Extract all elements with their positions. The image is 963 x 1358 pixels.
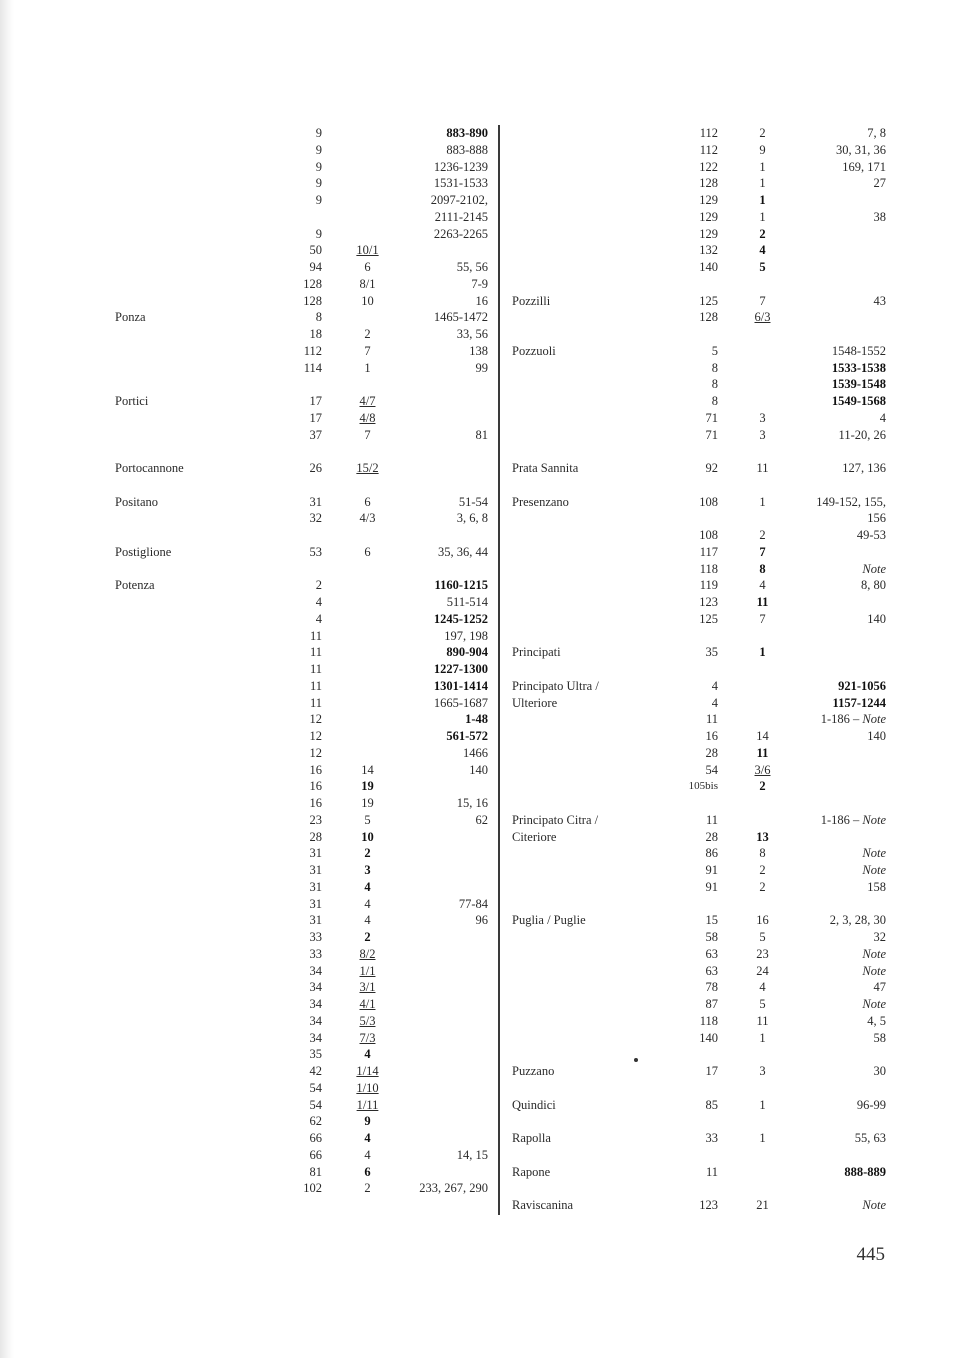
volume-number: 114: [303, 360, 322, 375]
place-name: Portocannone: [115, 461, 184, 475]
fascicle-number: 1: [759, 645, 766, 660]
volume-number: 28: [309, 829, 322, 844]
fascicle-number: 21: [756, 1198, 769, 1212]
fascicle-number: 8/2: [359, 946, 376, 961]
place-name: Citeriore: [512, 829, 557, 844]
fascicle-number: 1: [759, 176, 766, 191]
page-reference: 77-84: [458, 896, 488, 911]
page-reference: 1245-1252: [433, 611, 488, 626]
fascicle-number: 6/3: [754, 310, 771, 325]
volume-number: 11: [705, 1164, 718, 1179]
fascicle-number: 1: [759, 209, 766, 224]
fascicle-number: 3: [759, 427, 766, 442]
place-name: Pozzilli: [512, 293, 551, 308]
page-reference: 96-99: [856, 1097, 886, 1112]
page-reference: 233, 267, 290: [419, 1181, 488, 1196]
fascicle-number: 2: [759, 126, 766, 140]
volume-number: 15: [705, 913, 718, 928]
volume-number: 2: [315, 578, 322, 593]
page-reference: 33, 56: [456, 327, 488, 341]
fascicle-number: 2: [364, 327, 371, 341]
page-reference: 1548-1552: [831, 343, 886, 358]
volume-number: 35: [705, 645, 718, 660]
fascicle-number: 4: [364, 879, 371, 894]
volume-number: 63: [705, 946, 718, 961]
page-reference: 2111-2145: [434, 209, 488, 224]
fascicle-number: 11: [756, 461, 769, 475]
place-name: Principato Citra /: [512, 812, 599, 827]
fascicle-number: 4/8: [359, 410, 376, 425]
fascicle-number: 4: [364, 1047, 371, 1062]
volume-number: 108: [699, 528, 718, 542]
volume-number: 85: [705, 1097, 718, 1112]
place-name: Puglia / Puglie: [512, 913, 586, 928]
volume-number: 132: [699, 243, 718, 258]
volume-number: 16: [705, 729, 718, 743]
volume-number: 129: [699, 226, 718, 241]
volume-number: 34: [309, 997, 322, 1011]
volume-number: 9: [315, 176, 322, 191]
fascicle-number: 2: [364, 930, 371, 944]
volume-number: 125: [699, 611, 718, 626]
place-name: Pozzuoli: [512, 343, 556, 358]
place-name: Ponza: [115, 310, 146, 325]
volume-number: 11: [309, 645, 322, 660]
fascicle-number: 3/6: [754, 762, 771, 777]
volume-number: 92: [705, 461, 718, 475]
volume-number: 34: [309, 963, 322, 978]
volume-number: 9: [315, 226, 322, 241]
fascicle-number: 8: [759, 846, 766, 861]
page-reference: 921-1056: [838, 678, 886, 693]
volume-number: 12: [309, 729, 322, 743]
volume-number: 31: [309, 913, 322, 928]
volume-number: 42: [309, 1064, 322, 1078]
fascicle-number: 2: [364, 1181, 371, 1196]
page-reference: 1531-1533: [433, 176, 488, 191]
fascicle-number: 24: [756, 963, 769, 978]
place-name: Puzzano: [512, 1064, 555, 1078]
fascicle-number: 4/7: [359, 394, 376, 408]
volume-number: 11: [705, 812, 718, 827]
volume-number: 11: [309, 695, 322, 710]
volume-number: 108: [699, 494, 718, 509]
page-reference: 1236-1239: [433, 159, 488, 174]
fascicle-number: 1/10: [356, 1080, 379, 1095]
volume-number: 9: [315, 126, 322, 140]
page-reference: 99: [475, 360, 488, 375]
volume-number: 16: [309, 762, 322, 777]
page-reference: 32: [873, 930, 886, 944]
volume-number: 118: [699, 561, 718, 576]
page-reference: 140: [867, 611, 886, 626]
volume-number: 118: [699, 1013, 718, 1028]
fascicle-number: 2: [364, 846, 371, 861]
place-name: Postiglione: [115, 544, 172, 559]
column-divider: [498, 125, 500, 1215]
page-reference: 1-48: [465, 712, 488, 727]
fascicle-number: 4: [759, 980, 766, 995]
volume-number: 102: [303, 1181, 322, 1196]
page-reference: 127, 136: [842, 461, 886, 475]
fascicle-number: 5: [364, 812, 371, 827]
volume-number: 119: [699, 578, 718, 593]
page-reference: 43: [873, 293, 886, 308]
page-reference: 1-186 – Note: [820, 812, 886, 827]
volume-number: 33: [309, 930, 322, 944]
volume-number: 4: [315, 611, 322, 626]
volume-number: 31: [309, 863, 322, 877]
fascicle-number: 10: [361, 293, 374, 308]
volume-number: 32: [309, 511, 322, 526]
page-reference: 35, 36, 44: [438, 544, 488, 559]
volume-number: 9: [315, 159, 322, 174]
volume-number: 9: [315, 142, 322, 157]
volume-number: 8: [711, 394, 718, 408]
volume-number: 112: [699, 126, 718, 140]
fascicle-number: 8: [759, 561, 766, 576]
volume-number: 54: [309, 1080, 322, 1095]
page-reference: 8, 80: [861, 578, 886, 593]
fascicle-number: 11: [756, 745, 769, 760]
volume-number: 58: [705, 930, 718, 944]
page-reference: 16: [475, 293, 488, 308]
fascicle-number: 1: [759, 494, 766, 509]
page-reference: 3, 6, 8: [456, 511, 488, 526]
place-name: Positano: [115, 494, 159, 509]
volume-number: 33: [309, 946, 322, 961]
place-name: Rapone: [512, 1164, 551, 1179]
fascicle-number: 23: [756, 946, 769, 961]
place-name: Presenzano: [512, 494, 569, 509]
fascicle-number: 1: [759, 1030, 766, 1045]
page-reference: 55, 63: [854, 1131, 886, 1145]
fascicle-number: 5: [759, 930, 766, 944]
fascicle-number: 14: [361, 762, 374, 777]
fascicle-number: 19: [361, 779, 374, 794]
page-reference: 55, 56: [456, 260, 488, 274]
volume-number: 18: [309, 327, 322, 341]
volume-number: 5: [711, 343, 718, 358]
volume-number: 37: [309, 427, 322, 442]
page-reference: 1465-1472: [433, 310, 488, 325]
volume-number: 112: [699, 142, 718, 157]
page-reference: 81: [475, 427, 488, 442]
place-name: Prata Sannita: [512, 461, 579, 475]
volume-number: 112: [303, 343, 322, 358]
fascicle-number: 1: [364, 360, 371, 375]
page-reference: 1301-1414: [433, 678, 488, 693]
page-number: 445: [856, 1244, 885, 1265]
page-reference: 158: [867, 879, 886, 894]
volume-number: 31: [309, 879, 322, 894]
volume-number: 86: [705, 846, 718, 861]
page-reference: 1157-1244: [832, 695, 886, 710]
volume-number: 17: [309, 394, 322, 408]
fascicle-number: 6: [364, 260, 371, 274]
fascicle-number: 11: [756, 595, 769, 609]
volume-number: 4: [315, 595, 322, 609]
page-reference: 561-572: [446, 729, 488, 743]
fascicle-number: 7/3: [359, 1030, 376, 1045]
fascicle-number: 10: [361, 829, 374, 844]
volume-number: 8: [711, 377, 718, 392]
volume-number: 129: [699, 209, 718, 224]
fascicle-number: 3: [364, 863, 371, 877]
volume-number: 53: [309, 544, 322, 559]
volume-number: 17: [705, 1064, 718, 1078]
fascicle-number: 4/1: [359, 997, 376, 1011]
fascicle-number: 6: [364, 494, 371, 509]
page-reference: Note: [862, 561, 886, 576]
volume-number: 17: [309, 410, 322, 425]
page-reference: 511-514: [446, 595, 488, 609]
volume-number: 87: [705, 997, 718, 1011]
page-reference: 58: [873, 1030, 886, 1045]
fascicle-number: 7: [364, 427, 371, 442]
volume-number: 62: [309, 1114, 322, 1129]
page-reference: 7, 8: [867, 126, 886, 140]
page-reference: Note: [862, 946, 886, 961]
page-reference: 140: [867, 729, 886, 743]
page-reference: Note: [862, 863, 886, 877]
fascicle-number: 14: [756, 729, 769, 743]
fascicle-number: 5/3: [359, 1013, 376, 1028]
volume-number: 12: [309, 712, 322, 727]
page-reference: 888-889: [844, 1164, 886, 1179]
page-reference: 49-53: [856, 528, 886, 542]
volume-number: 11: [309, 678, 322, 693]
page-reference: 1227-1300: [433, 662, 488, 676]
page-reference: 2, 3, 28, 30: [829, 913, 886, 928]
page-reference: 2097-2102,: [430, 193, 488, 207]
volume-number: 34: [309, 1030, 322, 1045]
volume-number: 140: [699, 260, 718, 274]
page-reference: 96: [475, 913, 488, 928]
volume-number: 8: [315, 310, 322, 325]
fascicle-number: 8/1: [359, 276, 376, 291]
place-name: Principati: [512, 645, 561, 660]
volume-number: 31: [309, 896, 322, 911]
volume-number: 26: [309, 461, 322, 475]
page-reference: 7-9: [471, 276, 488, 291]
place-name: Potenza: [115, 578, 155, 593]
volume-number: 16: [309, 796, 322, 810]
volume-number: 35: [309, 1047, 322, 1062]
volume-number: 4: [711, 695, 718, 710]
page-reference: 1466: [463, 745, 488, 760]
page-reference: 197, 198: [444, 628, 488, 643]
fascicle-number: 4: [759, 243, 766, 258]
volume-number: 129: [699, 193, 718, 207]
fascicle-number: 2: [759, 863, 766, 877]
volume-number: 128: [303, 276, 322, 291]
page-reference: 149-152, 155,: [816, 494, 886, 509]
fascicle-number: 2: [759, 779, 766, 794]
page-reference: Note: [862, 963, 886, 978]
page-reference: 890-904: [446, 645, 488, 660]
volume-number: 91: [705, 879, 718, 894]
page-reference: Note: [862, 846, 886, 861]
page-reference: 30: [873, 1064, 886, 1078]
volume-number: 63: [705, 963, 718, 978]
volume-number: 34: [309, 980, 322, 995]
volume-number: 11: [309, 662, 322, 676]
fascicle-number: 19: [361, 796, 374, 810]
volume-number: 105bis: [688, 780, 718, 793]
volume-number: 23: [309, 812, 322, 827]
fascicle-number: 5: [759, 997, 766, 1011]
fascicle-number: 4/3: [359, 511, 376, 526]
fascicle-number: 2: [759, 226, 766, 241]
volume-number: 28: [705, 745, 718, 760]
page-reference: 11-20, 26: [838, 427, 886, 442]
volume-number: 66: [309, 1147, 322, 1162]
volume-number: 78: [705, 980, 718, 995]
page-reference: 51-54: [458, 494, 488, 509]
volume-number: 123: [699, 595, 718, 609]
volume-number: 54: [705, 762, 718, 777]
fascicle-number: 4: [364, 913, 371, 928]
fascicle-number: 4: [364, 1131, 371, 1145]
fascicle-number: 1: [759, 1131, 766, 1145]
place-name: Portici: [115, 394, 149, 408]
fascicle-number: 9: [364, 1114, 371, 1129]
fascicle-number: 15/2: [356, 461, 379, 475]
volume-number: 31: [309, 494, 322, 509]
fascicle-number: 6: [364, 544, 371, 559]
fascicle-number: 9: [759, 142, 766, 157]
fascicle-number: 7: [759, 293, 766, 308]
fascicle-number: 3: [759, 410, 766, 425]
page-reference: 15, 16: [456, 796, 488, 810]
page-reference: 62: [475, 812, 488, 827]
volume-number: 91: [705, 863, 718, 877]
fascicle-number: 2: [759, 528, 766, 542]
volume-number: 11: [309, 628, 322, 643]
volume-number: 117: [699, 544, 718, 559]
fascicle-number: 3: [759, 1064, 766, 1078]
volume-number: 4: [711, 678, 718, 693]
volume-number: 122: [699, 159, 718, 174]
volume-number: 16: [309, 779, 322, 794]
page-reference: 140: [469, 762, 488, 777]
page-reference: 38: [873, 209, 886, 224]
volume-number: 71: [705, 427, 718, 442]
page-reference: 169, 171: [842, 159, 886, 174]
page-reference: 1533-1538: [831, 360, 886, 375]
volume-number: 66: [309, 1131, 322, 1145]
fascicle-number: 16: [756, 913, 769, 928]
volume-number: 54: [309, 1097, 322, 1112]
page-reference: 156: [867, 511, 886, 526]
volume-number: 28: [705, 829, 718, 844]
fascicle-number: 5: [759, 260, 766, 274]
page-reference: Note: [862, 997, 886, 1011]
page-reference: 1-186 – Note: [820, 712, 886, 727]
page-reference: 4, 5: [867, 1013, 886, 1028]
volume-number: 123: [699, 1198, 718, 1212]
place-name: Ulteriore: [512, 695, 558, 710]
page-reference: 4: [879, 410, 886, 425]
fascicle-number: 1: [759, 159, 766, 174]
volume-number: 31: [309, 846, 322, 861]
page-reference: 1665-1687: [433, 695, 488, 710]
volume-number: 128: [699, 310, 718, 325]
volume-number: 128: [699, 176, 718, 191]
place-name: Quindici: [512, 1097, 556, 1112]
page-reference: 883-890: [446, 126, 488, 140]
fascicle-number: 1/14: [356, 1064, 379, 1078]
volume-number: 33: [705, 1131, 718, 1145]
scan-edge: [0, 0, 14, 1358]
fascicle-number: 10/1: [356, 243, 379, 258]
fascicle-number: 6: [364, 1164, 371, 1179]
volume-number: 94: [309, 260, 322, 274]
page-reference: 2263-2265: [433, 226, 488, 241]
page-reference: 1539-1548: [831, 377, 886, 392]
page-reference: 1549-1568: [831, 394, 886, 408]
volume-number: 12: [309, 745, 322, 760]
fascicle-number: 7: [759, 611, 766, 626]
volume-number: 50: [309, 243, 322, 258]
page-reference: Note: [862, 1198, 886, 1212]
page-reference: 47: [873, 980, 886, 995]
volume-number: 34: [309, 1013, 322, 1028]
fascicle-number: 4: [364, 1147, 371, 1162]
fascicle-number: 1: [759, 1097, 766, 1112]
place-name: Principato Ultra /: [512, 678, 599, 693]
page-reference: 138: [469, 343, 488, 358]
volume-number: 71: [705, 410, 718, 425]
place-name: Rapolla: [512, 1131, 551, 1145]
volume-number: 11: [705, 712, 718, 727]
fascicle-number: 1/1: [359, 963, 376, 978]
fascicle-number: 3/1: [359, 980, 376, 995]
volume-number: 140: [699, 1030, 718, 1045]
fascicle-number: 7: [364, 343, 371, 358]
volume-number: 8: [711, 360, 718, 375]
page-reference: 30, 31, 36: [836, 142, 886, 157]
fascicle-number: 1/11: [356, 1097, 379, 1112]
volume-number: 128: [303, 293, 322, 308]
page-reference: 14, 15: [456, 1147, 488, 1162]
fascicle-number: 1: [759, 193, 766, 207]
fascicle-number: 4: [759, 578, 766, 593]
fascicle-number: 11: [756, 1013, 769, 1028]
page-reference: 27: [873, 176, 886, 191]
ink-dot: [634, 1058, 638, 1062]
place-name: Raviscanina: [512, 1198, 574, 1212]
volume-number: 81: [309, 1164, 322, 1179]
page-reference: 1160-1215: [434, 578, 488, 593]
volume-number: 125: [699, 293, 718, 308]
page-reference: 883-888: [446, 142, 488, 157]
volume-number: 9: [315, 193, 322, 207]
fascicle-number: 2: [759, 879, 766, 894]
fascicle-number: 4: [364, 896, 371, 911]
fascicle-number: 7: [759, 544, 766, 559]
fascicle-number: 13: [756, 829, 769, 844]
